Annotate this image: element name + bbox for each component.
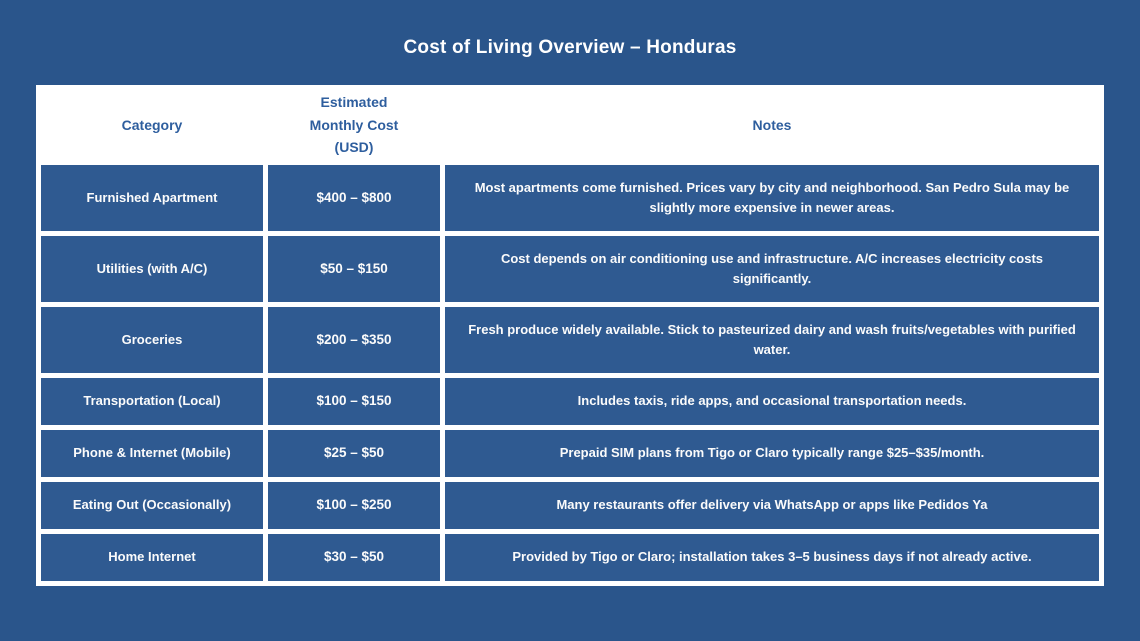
page-title: Cost of Living Overview – Honduras: [403, 37, 737, 58]
cell-category: Home Internet: [41, 534, 263, 581]
cell-cost: $200 – $350: [268, 307, 440, 373]
cell-notes: Many restaurants offer delivery via WhatsApp or apps like Pedidos Ya: [445, 482, 1099, 529]
table-row: [41, 307, 1099, 373]
table-row: [41, 534, 1099, 581]
cell-cost: $400 – $800: [268, 165, 440, 231]
table-row: [41, 236, 1099, 302]
cell-cost: $50 – $150: [268, 236, 440, 302]
column-header-cost: Estimated Monthly Cost (USD): [268, 90, 440, 160]
cell-notes: Prepaid SIM plans from Tigo or Claro typically range $25–$35/month.: [445, 430, 1099, 477]
cost-of-living-table: [36, 85, 1104, 586]
cell-category: Groceries: [41, 307, 263, 373]
cell-category: Utilities (with A/C): [41, 236, 263, 302]
table-row: [41, 165, 1099, 231]
column-header-notes: Notes: [445, 90, 1099, 160]
cell-category: Transportation (Local): [41, 378, 263, 425]
cell-notes: Fresh produce widely available. Stick to pasteurized dairy and wash fruits/vegetables with purified water.: [445, 307, 1099, 373]
cell-notes: Most apartments come furnished. Prices vary by city and neighborhood. San Pedro Sula may be slightly more expensive in newer areas.: [445, 165, 1099, 231]
cell-notes: Provided by Tigo or Claro; installation takes 3–5 business days if not already active.: [445, 534, 1099, 581]
table-header-row: [41, 90, 1099, 160]
cell-cost: $100 – $250: [268, 482, 440, 529]
table-row: [41, 430, 1099, 477]
cell-notes: Cost depends on air conditioning use and infrastructure. A/C increases electricity costs significantly.: [445, 236, 1099, 302]
cell-category: Furnished Apartment: [41, 165, 263, 231]
table-row: [41, 378, 1099, 425]
cell-cost: $100 – $150: [268, 378, 440, 425]
cell-notes: Includes taxis, ride apps, and occasional transportation needs.: [445, 378, 1099, 425]
table-row: [41, 482, 1099, 529]
column-header-category: Category: [41, 90, 263, 160]
cell-category: Phone & Internet (Mobile): [41, 430, 263, 477]
cell-cost: $25 – $50: [268, 430, 440, 477]
cell-cost: $30 – $50: [268, 534, 440, 581]
cell-category: Eating Out (Occasionally): [41, 482, 263, 529]
